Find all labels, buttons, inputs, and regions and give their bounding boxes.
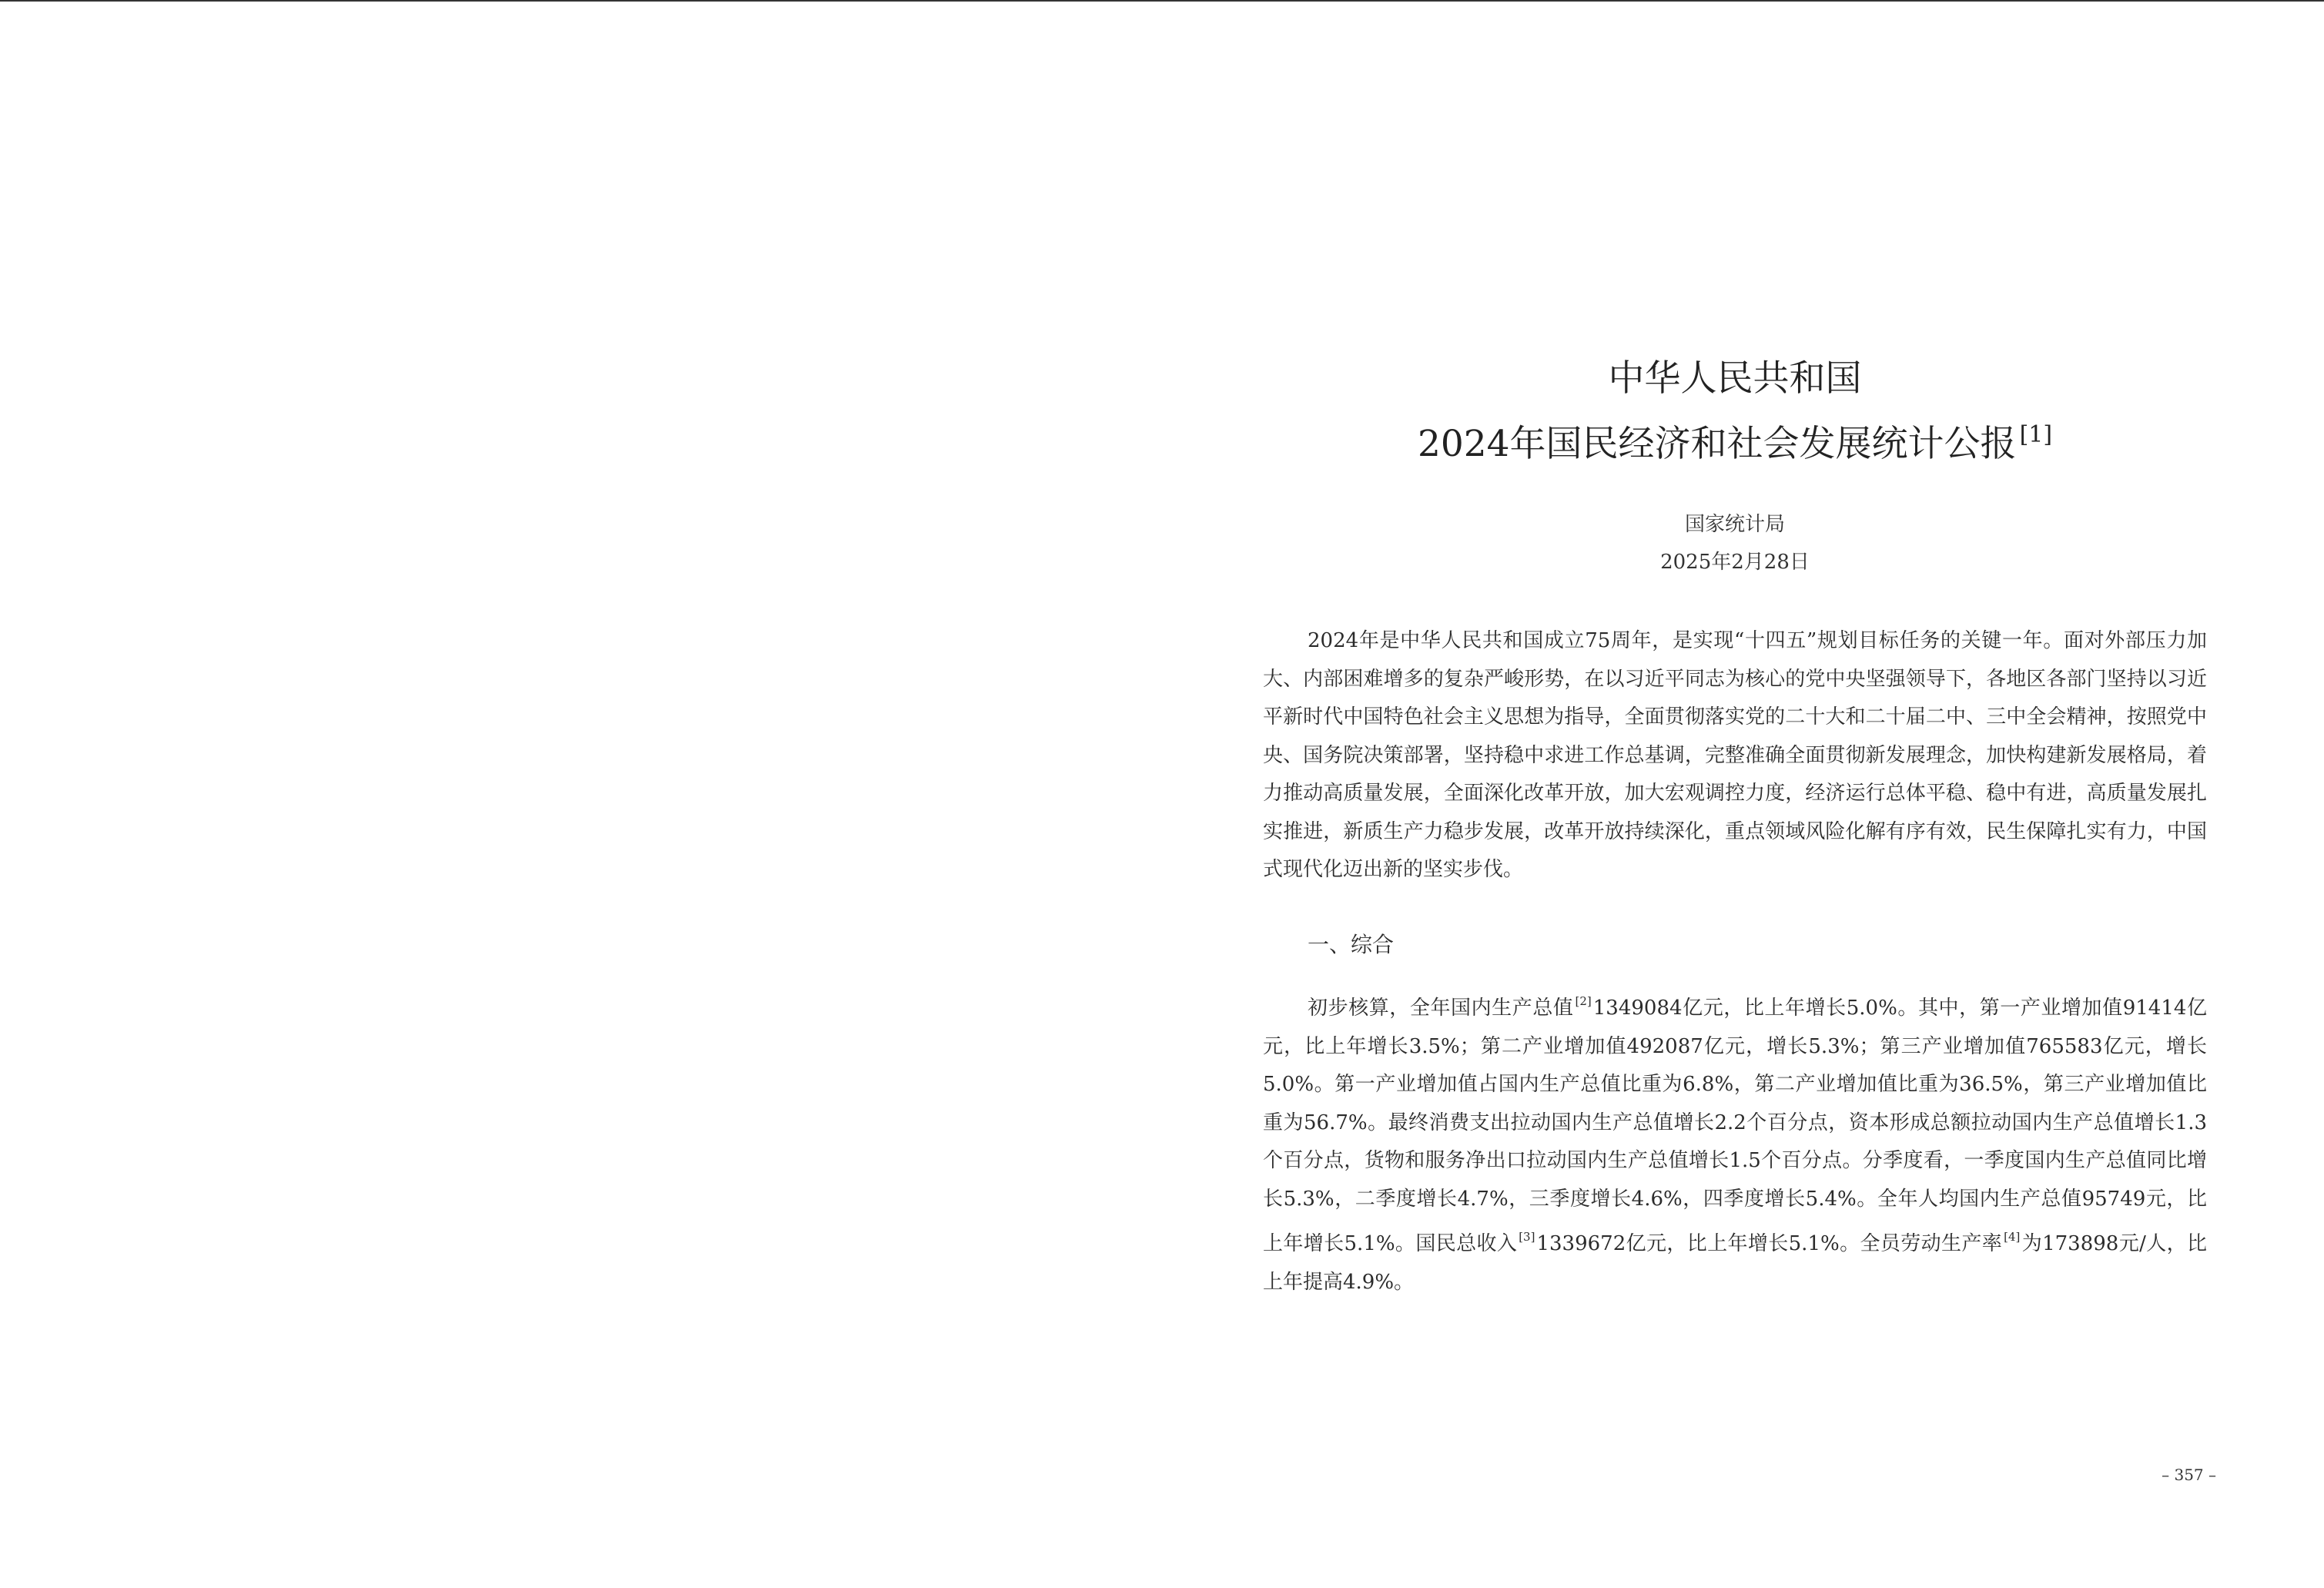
page-number: – 357 – bbox=[2162, 1466, 2216, 1484]
section-heading-overview: 一、综合 bbox=[1308, 932, 1395, 957]
title-footnote-ref[interactable]: [1] bbox=[2019, 421, 2053, 448]
section1-text-part2: 1349084亿元，比上年增长5.0%。其中，第一产业增加值91414亿元，比上年增长3.5%；第二产业增加值492087亿元，增长5.3%；第三产业增加值765583亿元，增长5.0%。第一产业增加值占国内生产总值比重为6.8%，第二产业增加值比重为36.5%，第三产业增加值比重为56.7%。最终消费支出拉动国内生产总值增长2.2个百分点，资本形成总额拉动国内生产总值增长1.3个百分点，货物和服务净出口拉动国内生产总值增长1.5个百分点。分季度看，一季度国内生产总值同比增长5.3%，二季度增长4.7%，三季度增长4.6%，四季度增长5.4%。全年人均国内生产总值95749元，比上年增长5.1%。国民总收入 bbox=[1263, 997, 2207, 1255]
document-title-line1 bbox=[1254, 356, 2216, 402]
document-page bbox=[1254, 0, 2216, 1588]
title-line2-text: 2024年国民经济和社会发展统计公报 bbox=[1417, 423, 2017, 465]
section1-text-part4: 为173898元/人，比上年提高4.9%。 bbox=[1263, 1232, 2207, 1294]
document-title-line2 bbox=[1254, 412, 2216, 467]
section1-text-part1: 初步核算，全年国内生产总值 bbox=[1308, 997, 1574, 1020]
footnote-ref-2[interactable]: [2] bbox=[1575, 994, 1592, 1008]
intro-paragraph: 2024年是中华人民共和国成立75周年，是实现“十四五”规划目标任务的关键一年。面对外部压力加大、内部困难增多的复杂严峻形势，在以习近平同志为核心的党中央坚强领导下，各地区各部门坚持以习近平新时代中国特色社会主义思想为指导，全面贯彻落实党的二十大和二十届二中、三中全会精神，按照党中央、国务院决策部署，坚持稳中求进工作总基调，完整准确全面贯彻新发展理念，加快构建新发展格局，着力推动高质量发展，全面深化改革开放，加大宏观调控力度，经济运行总体平稳、稳中有进，高质量发展扎实推进，新质生产力稳步发展，改革开放持续深化，重点领域风险化解有序有效，民生保障扎实有力，中国式现代化迈出新的坚实步伐。 bbox=[1263, 629, 2207, 881]
issuing-agency: 国家统计局 bbox=[1684, 513, 1785, 536]
title-line1-text: 中华人民共和国 bbox=[1608, 357, 1862, 400]
section1-text-part3: 1339672亿元，比上年增长5.1%。全员劳动生产率 bbox=[1536, 1232, 2003, 1255]
footnote-ref-4[interactable]: [4] bbox=[2004, 1230, 2021, 1244]
footnote-ref-3[interactable]: [3] bbox=[1519, 1230, 1535, 1244]
publication-date: 2025年2月28日 bbox=[1660, 551, 1810, 574]
section1-paragraph bbox=[1263, 983, 2207, 1302]
